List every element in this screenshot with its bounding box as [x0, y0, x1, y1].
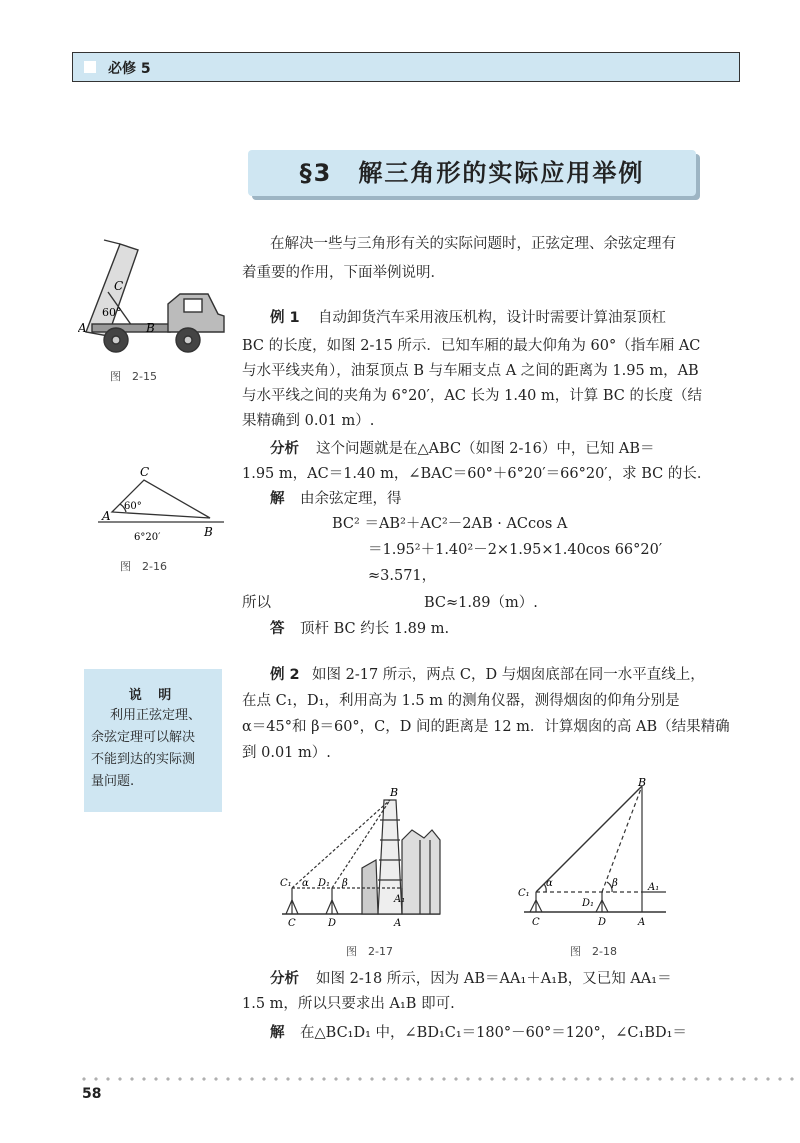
fig218-label-a1: A₁ — [648, 882, 660, 893]
fig218-label-b: B — [638, 776, 647, 789]
analysis2-label: 分析 — [270, 971, 299, 987]
header-square-icon — [84, 61, 96, 73]
footer-dotted-rule — [78, 1077, 800, 1081]
example1-line-5: 果精确到 0.01 m）. — [242, 413, 375, 429]
fig217-label-c1: C₁ — [280, 878, 292, 889]
example1-line-3: 与水平线夹角），油泵顶点 B 与车厢支点 A 之间的距离为 1.95 m，AB — [242, 363, 699, 379]
example1-line-1: 自动卸货汽车采用液压机构，设计时需要计算油泵顶杠 — [318, 310, 666, 326]
fig218-label-d1: D₁ — [582, 898, 595, 909]
figure-2-15-caption: 图 2-15 — [110, 370, 157, 383]
answer1-text: 顶杆 BC 约长 1.89 m. — [300, 621, 450, 637]
analysis1-label: 分析 — [270, 441, 299, 457]
fig217-label-c: C — [288, 918, 296, 929]
figure-2-17-chimney — [280, 780, 450, 930]
fig215-angle-label: 60° — [102, 306, 122, 319]
analysis2-line-1: 如图 2-18 所示，因为 AB＝AA₁＋A₁B，又已知 AA₁＝ — [316, 971, 672, 987]
example2-line-4: 到 0.01 m）. — [242, 745, 331, 761]
fig215-label-c: C — [114, 279, 124, 293]
solution1-eq-4: BC≈1.89（m）. — [424, 595, 538, 611]
analysis1-line-1: 这个问题就是在△ABC（如图 2-16）中，已知 AB＝ — [316, 441, 655, 457]
solution2-label: 解 — [270, 1025, 285, 1041]
example1-line-4: 与水平线之间的夹角为 6°20′，AC 长为 1.40 m，计算 BC 的长度（结 — [242, 388, 702, 404]
example2-line-3: α＝45°和 β＝60°，C，D 间的距离是 12 m．计算烟囱的高 AB（结果精确 — [242, 719, 730, 735]
header-bar — [72, 52, 740, 82]
page-number: 58 — [82, 1086, 102, 1102]
solution2-line-1: 在△BC₁D₁ 中，∠BD₁C₁＝180°－60°＝120°，∠C₁BD₁＝ — [300, 1025, 687, 1041]
fig218-label-c: C — [532, 917, 540, 928]
section-title: §3 解三角形的实际应用举例 — [299, 159, 645, 187]
solution1-so: 所以 — [242, 595, 271, 611]
answer1-label: 答 — [270, 621, 285, 637]
fig218-label-beta: β — [612, 878, 618, 889]
figure-2-17-caption: 图 2-17 — [346, 945, 393, 958]
figure-2-18-caption: 图 2-18 — [570, 945, 617, 958]
solution1-line-1: 由余弦定理，得 — [300, 491, 402, 507]
example1-line-2: BC 的长度，如图 2-15 所示．已知车厢的最大仰角为 60°（指车厢 AC — [242, 338, 701, 354]
fig217-label-alpha: α — [302, 878, 309, 889]
fig216-angle2: 6°20′ — [134, 532, 161, 543]
fig217-label-beta: β — [342, 878, 348, 889]
figure-2-16-caption: 图 2-16 — [120, 560, 167, 573]
fig216-label-c: C — [140, 465, 150, 479]
note-line-2: 余弦定理可以解决 — [91, 730, 196, 745]
figure-2-18-geometry — [516, 776, 676, 928]
fig217-label-d: D — [328, 918, 337, 929]
example2-line-1: 如图 2-17 所示，两点 C，D 与烟囱底部在同一水平直线上， — [312, 667, 705, 683]
figure-2-16-triangle — [96, 462, 228, 548]
analysis2-line-2: 1.5 m，所以只要求出 A₁B 即可. — [242, 996, 455, 1012]
note-title: 说 明 — [128, 688, 178, 703]
fig218-label-alpha: α — [546, 878, 553, 889]
header-title: 必修 5 — [108, 61, 151, 77]
fig217-label-d1: D₁ — [318, 878, 331, 889]
solution1-eq-2: ＝1.95²＋1.40²－2×1.95×1.40cos 66°20′ — [368, 542, 663, 558]
example2-line-2: 在点 C₁，D₁，利用高为 1.5 m 的测角仪器，测得烟囱的仰角分别是 — [242, 693, 680, 709]
example1-label: 例 1 — [270, 310, 300, 326]
solution1-eq-3: ≈3.571， — [368, 568, 437, 584]
note-line-3: 不能到达的实际测 — [91, 752, 196, 767]
fig216-angle1: 60° — [124, 501, 142, 512]
solution1-label: 解 — [270, 491, 285, 507]
fig218-label-c1: C₁ — [518, 888, 530, 899]
fig216-label-a: A — [102, 509, 111, 523]
solution1-eq-1: BC² ＝AB²＋AC²－2AB · ACcos A — [332, 516, 568, 532]
fig216-label-b: B — [204, 525, 213, 539]
fig218-label-a: A — [638, 917, 646, 928]
fig215-label-b: B — [146, 321, 155, 335]
analysis1-line-2: 1.95 m，AC＝1.40 m，∠BAC＝60°＋6°20′＝66°20′，求 BC 的长． — [242, 466, 712, 482]
example2-label: 例 2 — [270, 667, 300, 683]
fig217-label-b: B — [390, 786, 399, 799]
fig217-label-a: A — [394, 918, 402, 929]
intro-line-2: 着重要的作用，下面举例说明． — [242, 265, 445, 281]
fig215-label-a: A — [78, 321, 87, 335]
fig218-label-d: D — [598, 917, 607, 928]
note-line-4: 量问题. — [91, 774, 135, 789]
fig217-label-a1: A₁ — [394, 894, 406, 905]
intro-line-1: 在解决一些与三角形有关的实际问题时，正弦定理、余弦定理有 — [270, 236, 676, 252]
note-line-1: 利用正弦定理、 — [110, 708, 202, 723]
figure-2-15-truck — [78, 232, 228, 362]
